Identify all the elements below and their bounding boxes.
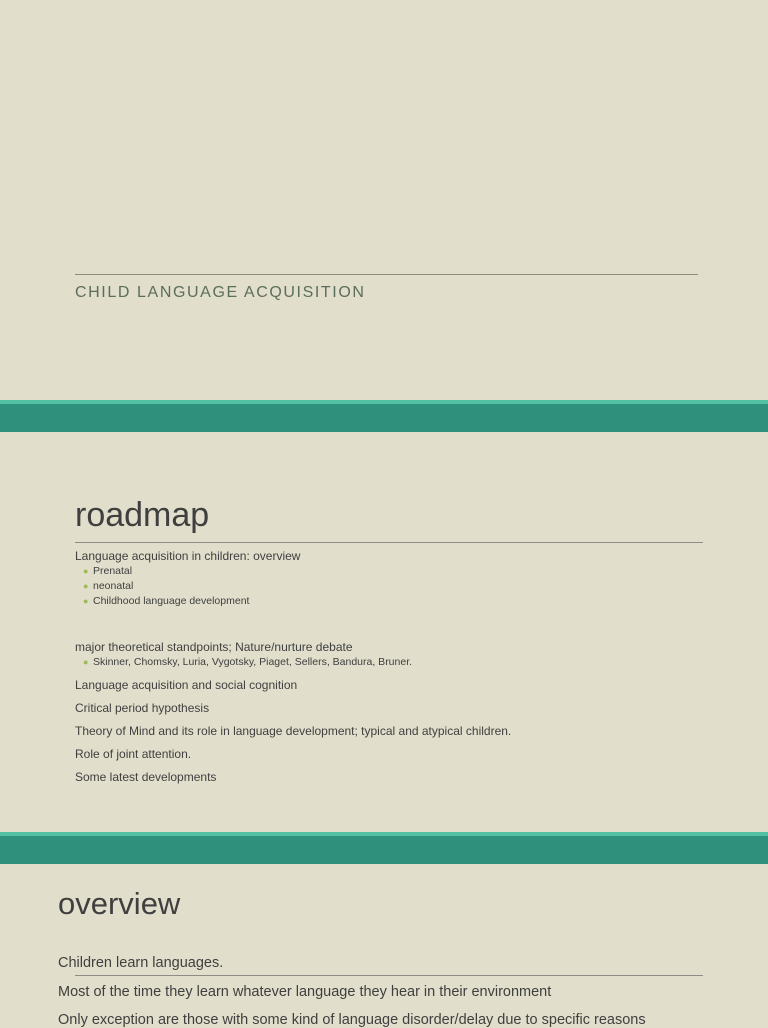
- list-item: ● Skinner, Chomsky, Luria, Vygotsky, Piaget, Sellers, Bandura, Bruner.: [83, 656, 413, 668]
- overview-line: Only exception are those with some kind of language disorder/delay due to specific reasons: [58, 1012, 646, 1028]
- roadmap-item: Theory of Mind and its role in language development; typical and atypical children.: [75, 724, 512, 738]
- roadmap-list: [75, 549, 703, 785]
- circle-bullet-icon: ●: [83, 596, 89, 606]
- list-item: ● neonatal: [83, 580, 134, 592]
- cover-title: CHILD LANGUAGE ACQUISITION: [75, 284, 366, 301]
- overview-divider: [75, 975, 703, 976]
- circle-bullet-icon: ●: [83, 581, 89, 591]
- list-item: ● Childhood language development: [83, 595, 250, 607]
- roadmap-section-1-label: Language acquisition in children: overview: [75, 549, 301, 563]
- roadmap-item: Critical period hypothesis: [75, 701, 210, 715]
- overview-line: Children learn languages.: [58, 955, 224, 971]
- roadmap-item: Role of joint attention.: [75, 747, 192, 761]
- roadmap-divider: [75, 542, 703, 543]
- roadmap-section-1-bullets: [75, 564, 703, 609]
- roadmap-title: roadmap: [75, 496, 210, 534]
- slide-separator: [0, 832, 768, 864]
- slide-separator: [0, 400, 768, 432]
- roadmap-section-2-label: major theoretical standpoints; Nature/nurture debate: [75, 640, 353, 654]
- list-item: ● Prenatal: [83, 565, 133, 577]
- title-slide: [0, 0, 768, 400]
- roadmap-item: Language acquisition and social cognition: [75, 678, 298, 692]
- roadmap-item: Some latest developments: [75, 770, 217, 784]
- circle-bullet-icon: ●: [83, 657, 89, 667]
- overview-title: overview: [58, 886, 181, 921]
- roadmap-section-2-bullets: [75, 655, 703, 670]
- title-divider: [75, 274, 698, 275]
- overview-line: Most of the time they learn whatever language they hear in their environment: [58, 984, 552, 1000]
- circle-bullet-icon: ●: [83, 566, 89, 576]
